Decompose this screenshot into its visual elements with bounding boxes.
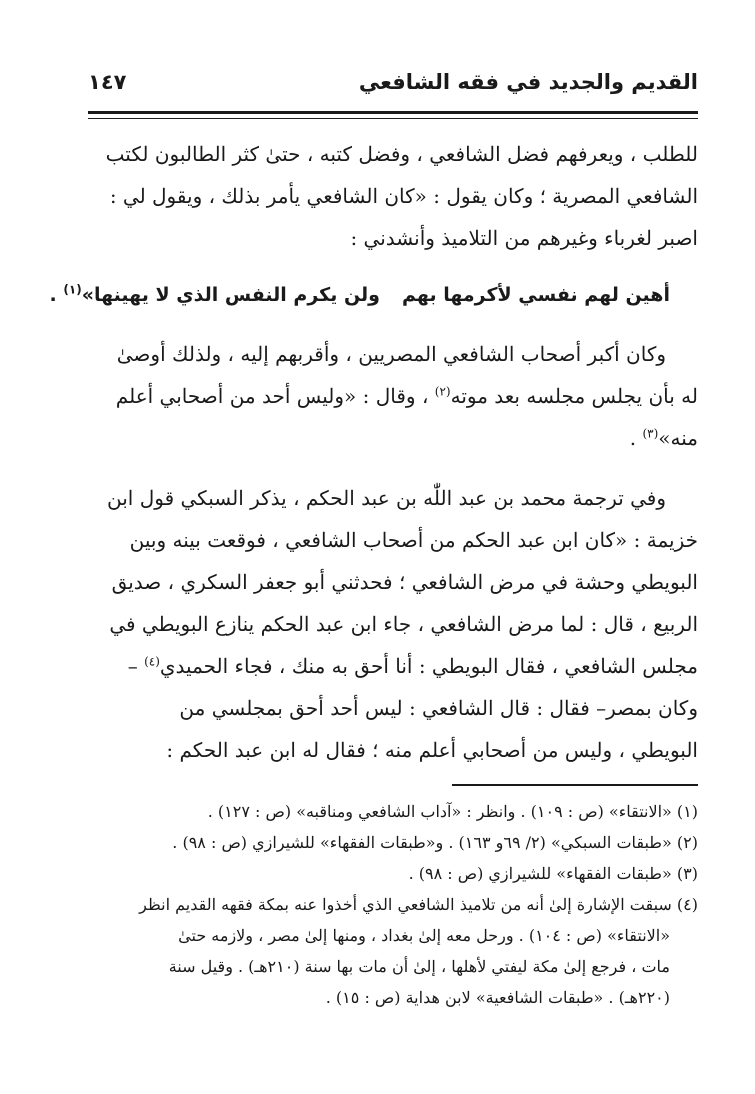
text-line bbox=[88, 417, 698, 459]
text-run: مجلس الشافعي ، فقال البويطي : أنا أحق به منك ، فجاء الحميدي bbox=[159, 654, 698, 678]
poem-end-mark: . bbox=[49, 284, 57, 306]
text-run: منه» bbox=[658, 426, 698, 450]
footnote-2: (٢) «طبقات السبكي» (٢/ ٦٩و ١٦٣) . و«طبقات الفقهاء» للشيرازي (ص : ٩٨) . bbox=[172, 833, 698, 852]
poem-second-hemistich bbox=[50, 284, 380, 306]
footnote-ref-2: (٢) bbox=[434, 384, 451, 399]
header-rule-thin bbox=[88, 118, 698, 119]
footnote-4-continuation: «الانتقاء» (ص : ١٠٤) . ورحل معه إلىٰ بغداد ، ومنها إلىٰ مصر ، ولازمه حتىٰ bbox=[178, 926, 670, 945]
text-line: الربيع ، قال : لما مرض الشافعي ، جاء ابن عبد الحكم ينازع البويطي في bbox=[109, 612, 698, 636]
text-line: اصبر لغرباء وغيرهم من التلاميذ وأنشدني : bbox=[350, 226, 698, 250]
footnotes bbox=[88, 796, 698, 1013]
text-run: ، وقال : «وليس أحد من أصحابي أعلم bbox=[115, 384, 429, 408]
footnote-separator bbox=[452, 784, 698, 786]
page-number: ١٤٧ bbox=[88, 70, 127, 94]
text-line: الشافعي المصرية ؛ وكان يقول : «كان الشافعي يأمر بذلك ، ويقول لي : bbox=[109, 184, 698, 208]
text-line: البويطي ، وليس من أصحابي أعلم منه ؛ فقال له ابن عبد الحكم : bbox=[166, 738, 698, 762]
footnote-ref-3: (٣) bbox=[642, 426, 659, 441]
running-title: القديم والجديد في فقه الشافعي bbox=[358, 70, 698, 94]
text-line bbox=[88, 645, 698, 687]
footnote-ref-1: (١) bbox=[63, 282, 82, 297]
poem-first-hemistich: أهين لهم نفسي لأكرمها بهم bbox=[402, 284, 670, 306]
text-line: وفي ترجمة محمد بن عبد اللّٰه بن عبد الحكم ، يذكر السبكي قول ابن bbox=[107, 486, 666, 510]
page-header bbox=[88, 62, 698, 102]
header-rule-thick bbox=[88, 111, 698, 114]
text-run: – bbox=[127, 654, 138, 678]
footnote-1: (١) «الانتقاء» (ص : ١٠٩) . وانظر : «آداب الشافعي ومناقبه» (ص : ١٢٧) . bbox=[207, 802, 698, 821]
footnote-ref-4: (٤) bbox=[144, 654, 160, 669]
poem-second-hemistich-text: ولن يكرم النفس الذي لا يهينها» bbox=[81, 284, 380, 306]
main-text-block bbox=[88, 333, 698, 771]
text-line: وكان بمصر– فقال : قال الشافعي : ليس أحد أحق بمجلسي من bbox=[179, 696, 698, 720]
footnote-4-continuation: (٢٢٠هـ) . «طبقات الشافعية» لابن هداية (ص : ١٥) . bbox=[325, 988, 670, 1007]
footnote-4-continuation: مات ، فرجع إلىٰ مكة ليفتي لأهلها ، إلىٰ أن مات بها سنة (٢١٠هـ) . وقيل سنة bbox=[168, 957, 670, 976]
text-line: البويطي وحشة في مرض الشافعي ؛ فحدثني أبو جعفر السكري ، صديق bbox=[111, 570, 698, 594]
text-run: له بأن يجلس مجلسه بعد موته bbox=[450, 384, 698, 408]
footnote-3: (٣) «طبقات الفقهاء» للشيرازي (ص : ٩٨) . bbox=[408, 864, 698, 883]
text-line: للطلب ، ويعرفهم فضل الشافعي ، وفضل كتبه ، حتىٰ كثر الطالبون لكتب bbox=[105, 142, 698, 166]
poem-verse bbox=[49, 280, 698, 320]
text-line: وكان أكبر أصحاب الشافعي المصريين ، وأقربهم إليه ، ولذلك أوصىٰ bbox=[116, 342, 666, 366]
text-line bbox=[88, 375, 698, 417]
top-paragraph bbox=[88, 133, 698, 259]
footnote-4: (٤) سبقت الإشارة إلىٰ أنه من تلاميذ الشافعي الذي أخذوا عنه بمكة فقهه القديم انظر bbox=[139, 895, 698, 914]
text-run: . bbox=[629, 426, 637, 450]
text-line: خزيمة : «كان ابن عبد الحكم من أصحاب الشافعي ، فوقعت بينه وبين bbox=[129, 528, 698, 552]
